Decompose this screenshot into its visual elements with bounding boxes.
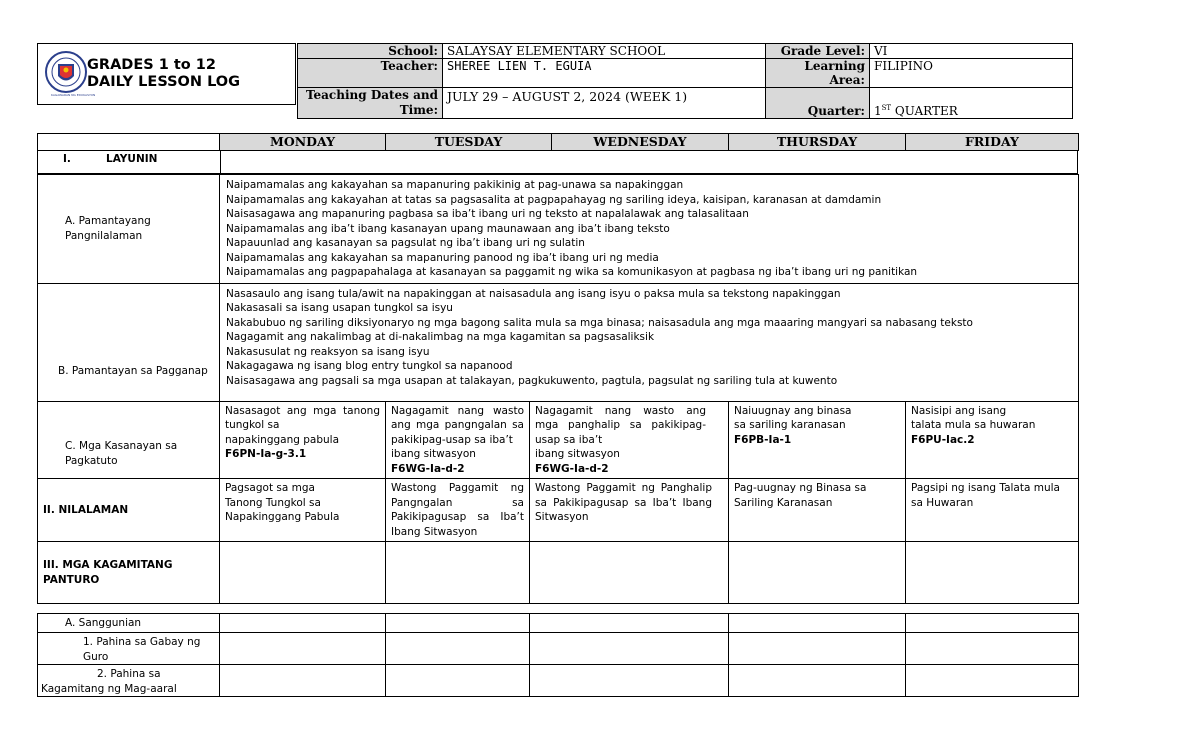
quarter-superscript: ST [881,104,892,112]
kagamitang-row [38,665,1079,697]
kasanayan-text: ibang sitwasyon [535,448,620,460]
nilalaman-friday: Pagsipi ng isang Talata mula sa Huwaran [906,479,1079,542]
kagamitan-wednesday [530,542,729,604]
kasanayan-text: sa sariling karanasan [734,419,846,431]
kagamitan-row [38,542,1079,604]
kagamitan-monday [220,542,386,604]
pagganap-line: Nakabubuo ng sariling diksiyonaryo ng mga bagong salita mula sa mga binasa; naisasadula ang mga maaaring mangyari sa nabasang teksto [226,316,973,329]
form-title-line1: GRADES 1 to 12 [87,57,216,73]
sanggunian-label: A. Sanggunian [38,614,220,633]
kasanayan-friday [906,401,1079,479]
day-header-table [37,133,1079,151]
kasanayan-code: F6PU-Iac.2 [911,433,975,446]
grade-level-label: Grade Level: [766,44,870,59]
day-header-blank [38,134,220,151]
kasanayan-tuesday [386,401,530,479]
quarter-text: QUARTER [891,104,958,118]
gabay-row [38,633,1079,665]
pamantayang-line: Naipamamalas ang pagpapahalaga at kasanayan sa paggamit ng wika sa komunikasyon at pagbasa ng iba’t ibang uri ng panitikan [226,266,918,278]
school-label: School: [298,44,443,59]
header-info-table [297,43,1073,119]
day-friday: FRIDAY [906,134,1079,151]
layunin-row [37,151,1078,174]
kasanayan-text: Nagagamit nang wasto ang mga panghalip sa pakikipag-usap sa iba’t [535,404,706,446]
kasanayan-row [38,401,1079,479]
pamantayang-row [38,175,1079,284]
kagamitan-thursday [729,542,906,604]
day-wednesday: WEDNESDAY [552,134,729,151]
teacher-value: SHEREE LIEN T. EGUIA [443,59,766,88]
kasanayan-code: F6WG-Ia-d-2 [391,462,465,475]
kasanayan-text: talata mula sa huwaran [911,419,1036,431]
kagamitan-label: III. MGA KAGAMITANG PANTURO [38,542,220,604]
teacher-label: Teacher: [298,59,443,88]
kasanayan-code: F6PN-Ia-g-3.1 [225,448,307,460]
pagganap-line: Nakasusulat ng reaksyon sa isang isyu [226,345,430,358]
pamantayang-line: Naisasagawa ang mapanuring pagbasa sa iba’t ibang uri ng teksto at napalalawak ang talasalitaan [226,208,749,220]
kasanayan-label: C. Mga Kasanayan sa Pagkatuto [38,401,220,479]
pamantayang-line: Naipamamalas ang kakayahan sa mapanuring pakikinig at pag-unawa sa napakinggan [226,179,684,191]
quarter-number: 1 [874,104,882,118]
pamantayang-content [220,175,1079,284]
nilalaman-tuesday: Wastong Paggamit ng Pangngalan sa Pakikipagusap sa Iba’t Ibang Sitwasyon [386,479,530,542]
pagganap-content [220,283,1079,401]
teaching-dates-label: Teaching Dates and Time: [298,88,443,119]
layunin-number: I. [63,153,71,165]
kasanayan-text: Nasasagot ang mga tanong tungkol sa [225,404,380,431]
sanggunian-row [38,614,1079,633]
kasanayan-code: F6PB-Ia-1 [734,433,792,446]
layunin-label-cell [38,151,221,173]
kagamitan-friday [906,542,1079,604]
quarter-label: Quarter: [766,88,870,119]
kasanayan-text: Nasisipi ang isang [911,404,1007,417]
kagamitang-label: 2. Pahina sa Kagamitang ng Mag-aaral [38,665,220,697]
logo-box [37,43,296,105]
pagganap-line: Nakagagawa ng isang blog entry tungkol sa napanood [226,360,513,372]
quarter-value [870,88,1073,119]
kasanayan-code: F6WG-Ia-d-2 [535,462,609,475]
kasanayan-text: Naiuugnay ang binasa [734,404,852,417]
pamantayang-line: Naipamamalas ang iba’t ibang kasanayan upang maunawaan ang iba’t ibang teksto [226,222,670,235]
nilalaman-row [38,479,1079,542]
nilalaman-wednesday: Wastong Paggamit ng Panghalip sa Pakikipagusap sa Iba’t Ibang Sitwasyon [530,479,729,542]
learning-area-label: Learning Area: [766,59,870,88]
layunin-label: LAYUNIN [106,153,158,165]
pagganap-row [38,283,1079,401]
nilalaman-label: II. NILALAMAN [38,479,220,542]
pagganap-line: Nasasaulo ang isang tula/awit na napakinggan at naisasadula ang isang isyu o paksa mula sa tekstong napakinggan [226,287,841,300]
gabay-label: 1. Pahina sa Gabay ng Guro [38,633,220,665]
day-thursday: THURSDAY [729,134,906,151]
pamantayang-line: Naipamamalas ang kakayahan sa mapanuring panood ng iba’t ibang uri ng media [226,251,659,264]
kasanayan-text: Nagagamit nang wasto ang mga pangngalan sa pakikipag-usap sa iba’t [391,404,524,446]
pagganap-label: B. Pamantayan sa Pagganap [38,283,220,401]
kasanayan-text: ibang sitwasyon [391,448,476,460]
day-tuesday: TUESDAY [386,134,552,151]
form-title [87,57,240,91]
pagganap-line: Naisasagawa ang pagsali sa mga usapan at talakayan, pagkukuwento, pagtula, pagsulat ng sariling tula at kuwento [226,374,838,387]
pagganap-line: Nagagamit ang nakalimbag at di-nakalimbag na mga kagamitan sa pagsasaliksik [226,331,655,343]
references-table [37,613,1079,697]
learning-area-value: FILIPINO [870,59,1073,88]
pagganap-line: Nakasasali sa isang usapan tungkol sa isyu [226,302,453,314]
school-value: SALAYSAY ELEMENTARY SCHOOL [443,44,766,59]
grade-level-value: VI [870,44,1073,59]
lesson-table [37,174,1079,604]
nilalaman-monday: Pagsagot sa mga Tanong Tungkol sa Napakinggang Pabula [220,479,386,542]
day-monday: MONDAY [220,134,386,151]
logo-text: KAGAWARAN NG EDUKASYON [51,93,96,97]
kasanayan-monday [220,401,386,479]
kasanayan-text: napakinggang pabula [225,433,340,446]
kasanayan-wednesday [530,401,729,479]
nilalaman-thursday: Pag-uugnay ng Binasa sa Sariling Karanasan [729,479,906,542]
pamantayang-label: A. Pamantayang Pangnilalaman [38,175,220,284]
pamantayang-line: Naipamamalas ang kakayahan at tatas sa pagsasalita at pagpapahayag ng sariling ideya, kaisipan, karanasan at damdamin [226,193,882,206]
kasanayan-thursday [729,401,906,479]
kagamitan-tuesday [386,542,530,604]
form-title-line2: DAILY LESSON LOG [87,74,241,90]
teaching-dates-value: JULY 29 – AUGUST 2, 2024 (WEEK 1) [443,88,766,119]
pamantayang-line: Napauunlad ang kasanayan sa pagsulat ng iba’t ibang uri ng sulatin [226,237,585,249]
